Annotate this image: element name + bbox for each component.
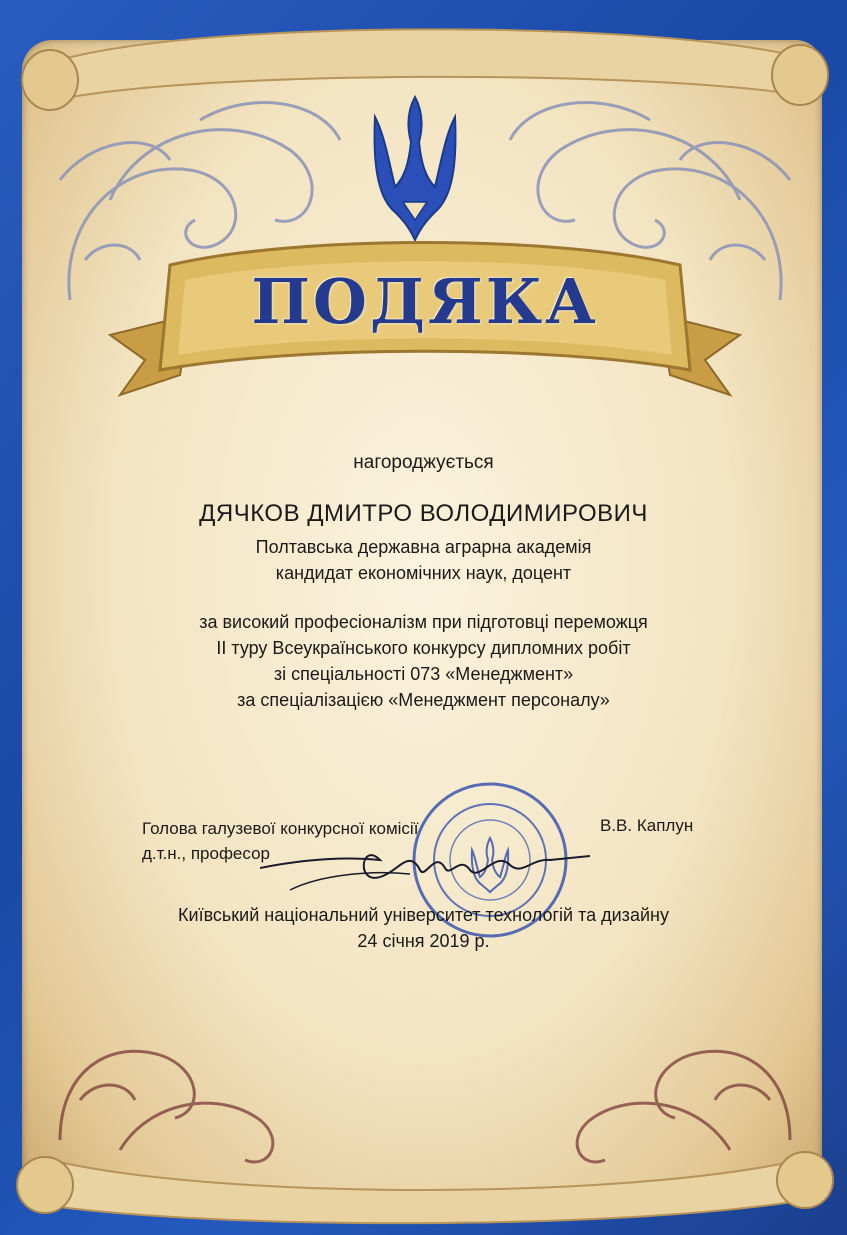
reason-line: за високий професіоналізм при підготовці переможця	[199, 612, 648, 632]
awarded-label: нагороджується	[353, 452, 494, 473]
issuing-university: Київський національний університет технологій та дизайну	[178, 905, 669, 925]
reason-line: за спеціалізацією «Менеджмент персоналу»	[237, 690, 610, 710]
signer-block	[142, 816, 418, 866]
issue-date: 24 січня 2019 р.	[357, 931, 490, 951]
signer-degree: д.т.н., професор	[142, 844, 270, 863]
recipient-degree: кандидат економічних наук, доцент	[275, 563, 572, 583]
recipient-name: ДЯЧКОВ ДМИТРО ВОЛОДИМИРОВИЧ	[199, 500, 648, 527]
signer-name: В.В. Каплун	[600, 816, 694, 835]
signer-position: Голова галузевої конкурсної комісії	[142, 819, 419, 838]
reason-line: II туру Всеукраїнського конкурсу дипломних робіт	[216, 638, 631, 658]
reason-line: зі спеціальності 073 «Менеджмент»	[273, 664, 574, 684]
recipient-institution: Полтавська державна аграрна академія	[255, 537, 592, 557]
trident-emblem-icon	[365, 92, 465, 242]
certificate-title: ПОДЯКА	[251, 265, 599, 338]
